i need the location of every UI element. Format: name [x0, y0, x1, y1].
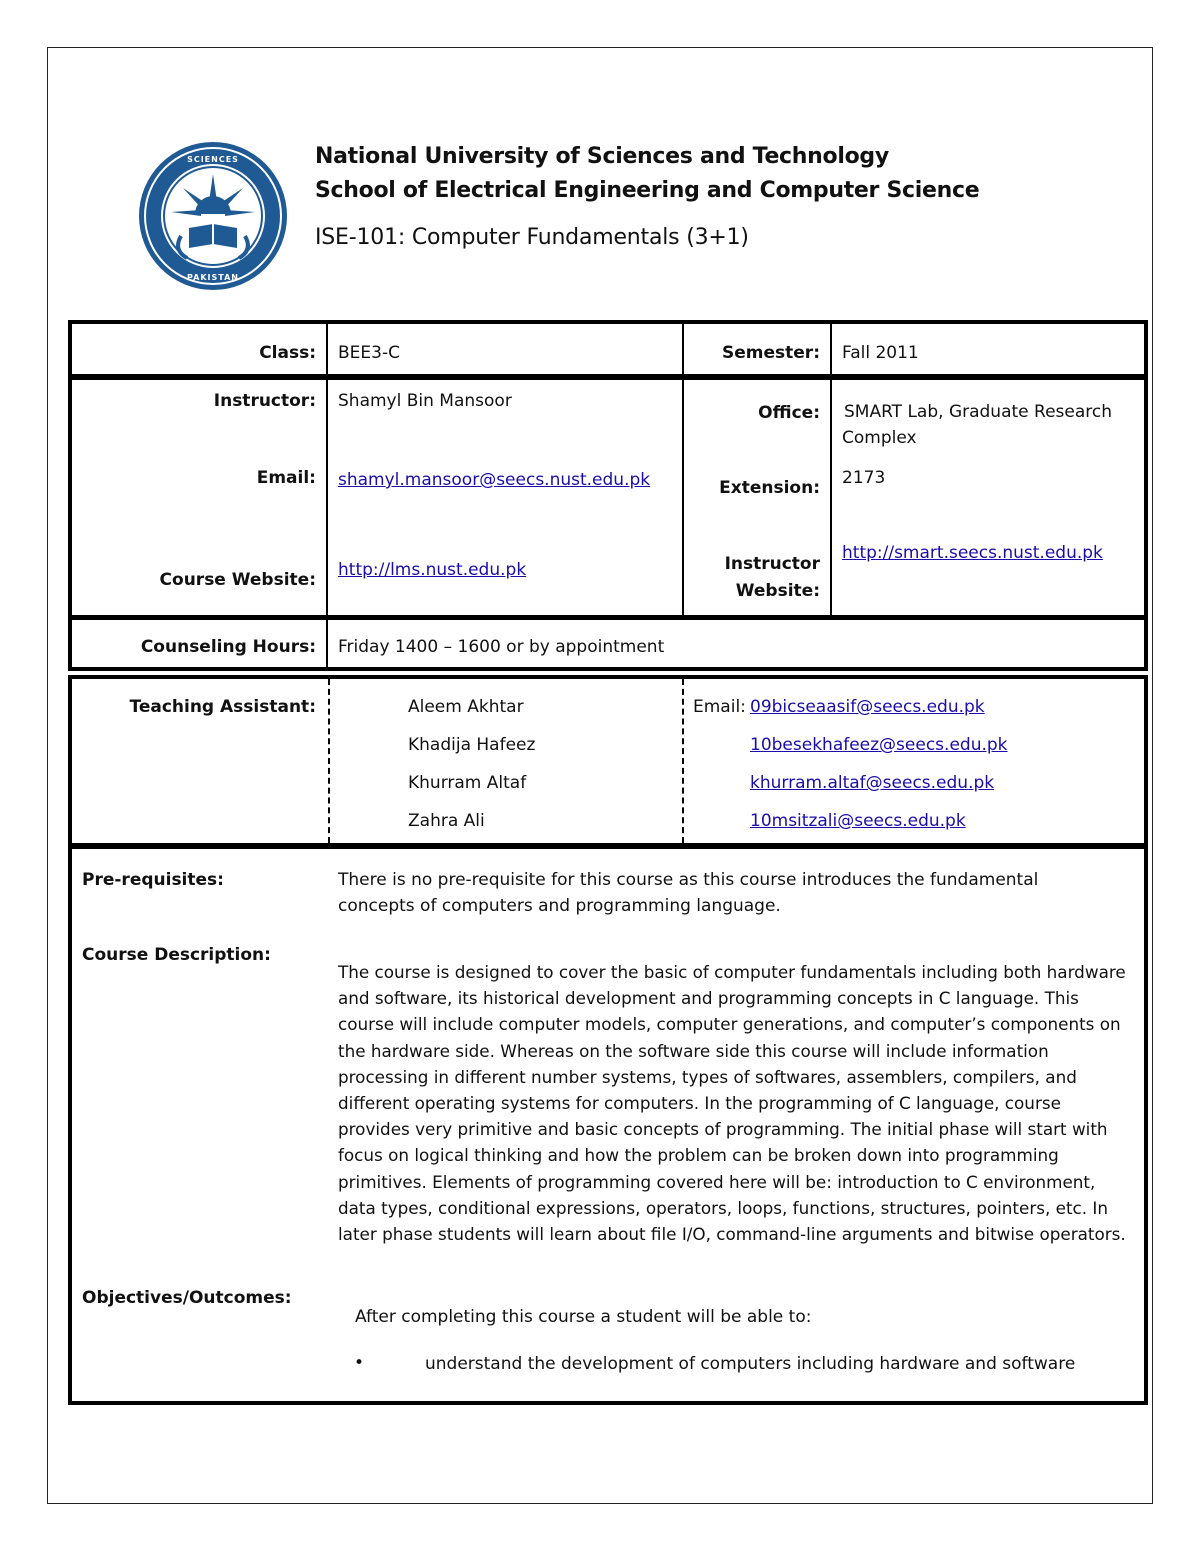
- extension-label: Extension:: [719, 478, 820, 498]
- instructor-website-link[interactable]: http://smart.seecs.nust.edu.pk: [842, 543, 1103, 563]
- university-name: National University of Sciences and Technology: [315, 144, 889, 169]
- counseling-value: Friday 1400 – 1600 or by appointment: [338, 637, 665, 657]
- ta-email-1[interactable]: 09bicseaasif@seecs.edu.pk: [750, 697, 985, 717]
- ta-email-3[interactable]: khurram.altaf@seecs.edu.pk: [750, 773, 995, 793]
- office-label: Office:: [758, 403, 820, 423]
- objectives-intro: After completing this course a student will be able to:: [355, 1307, 812, 1327]
- class-label: Class:: [259, 343, 316, 363]
- instructor-name: Shamyl Bin Mansoor: [338, 391, 512, 411]
- instructor-website-label-1: Instructor: [724, 554, 820, 574]
- course-description-text: The course is designed to cover the basic of computer fundamentals including both hardware and software, its historical development and programming concepts in C language. This course will include computer models, computer generations, and computer’s components on the hardware side. Whereas on the software side this course will include information processing in different number systems, types of softwares, assemblers, compilers, and different operating systems for computers. In the programming of C language, course provides very primitive and basic concepts of programming. The initial phase will start with focus on logical thinking and how the problem can be broken down into programming primitives. Elements of programming covered here will be: introduction to C environment, data types, conditional expressions, operators, loops, functions, structures, pointers, etc. In later phase students will learn about file I/O, command-line arguments and bitwise operators.: [338, 962, 1126, 1245]
- extension-value: 2173: [842, 468, 886, 488]
- svg-text:PAKISTAN: PAKISTAN: [187, 273, 239, 282]
- counseling-row: [68, 615, 1148, 671]
- ta-name-4: Zahra Ali: [408, 811, 485, 831]
- counseling-label: Counseling Hours:: [140, 637, 316, 657]
- bullet-icon: •: [354, 1353, 365, 1373]
- prereq-label: Pre-requisites:: [82, 870, 224, 890]
- email-label: Email:: [256, 468, 316, 488]
- nust-seal-logo: [137, 140, 289, 292]
- ta-label: Teaching Assistant:: [129, 697, 316, 717]
- ta-name-3: Khurram Altaf: [408, 773, 527, 793]
- office-value-line1: SMART Lab, Graduate Research: [844, 402, 1113, 422]
- ta-name-2: Khadija Hafeez: [408, 735, 536, 755]
- course-description-label: Course Description:: [82, 945, 271, 965]
- instructor-label: Instructor:: [213, 391, 316, 411]
- svg-text:SCIENCES: SCIENCES: [187, 155, 239, 164]
- ta-name-1: Aleem Akhtar: [408, 697, 524, 717]
- ta-block: [68, 675, 1148, 847]
- course-website-label: Course Website:: [159, 570, 316, 590]
- instructor-block: [68, 376, 1148, 620]
- semester-value: Fall 2011: [842, 343, 919, 363]
- prereq-text: There is no pre-requisite for this course as this course introduces the fundamental concepts of computers and programming language.: [338, 870, 1039, 917]
- class-value: BEE3-C: [338, 343, 400, 363]
- course-website-link[interactable]: http://lms.nust.edu.pk: [338, 560, 527, 580]
- objectives-label: Objectives/Outcomes:: [82, 1288, 292, 1308]
- school-name: School of Electrical Engineering and Computer Science: [315, 178, 980, 203]
- course-title: ISE-101: Computer Fundamentals (3+1): [315, 225, 749, 250]
- office-value-line2: Complex: [842, 428, 917, 448]
- class-row: [68, 320, 1148, 378]
- instructor-website-label-2: Website:: [735, 581, 820, 601]
- semester-label: Semester:: [722, 343, 820, 363]
- instructor-email-link[interactable]: shamyl.mansoor@seecs.nust.edu.pk: [338, 470, 651, 490]
- ta-email-prefix: Email:: [693, 697, 746, 717]
- ta-email-2[interactable]: 10besekhafeez@seecs.edu.pk: [750, 735, 1008, 755]
- details-block: [68, 845, 1148, 1405]
- objective-item-1: understand the development of computers including hardware and software: [425, 1354, 1076, 1374]
- ta-email-4[interactable]: 10msitzali@seecs.edu.pk: [750, 811, 966, 831]
